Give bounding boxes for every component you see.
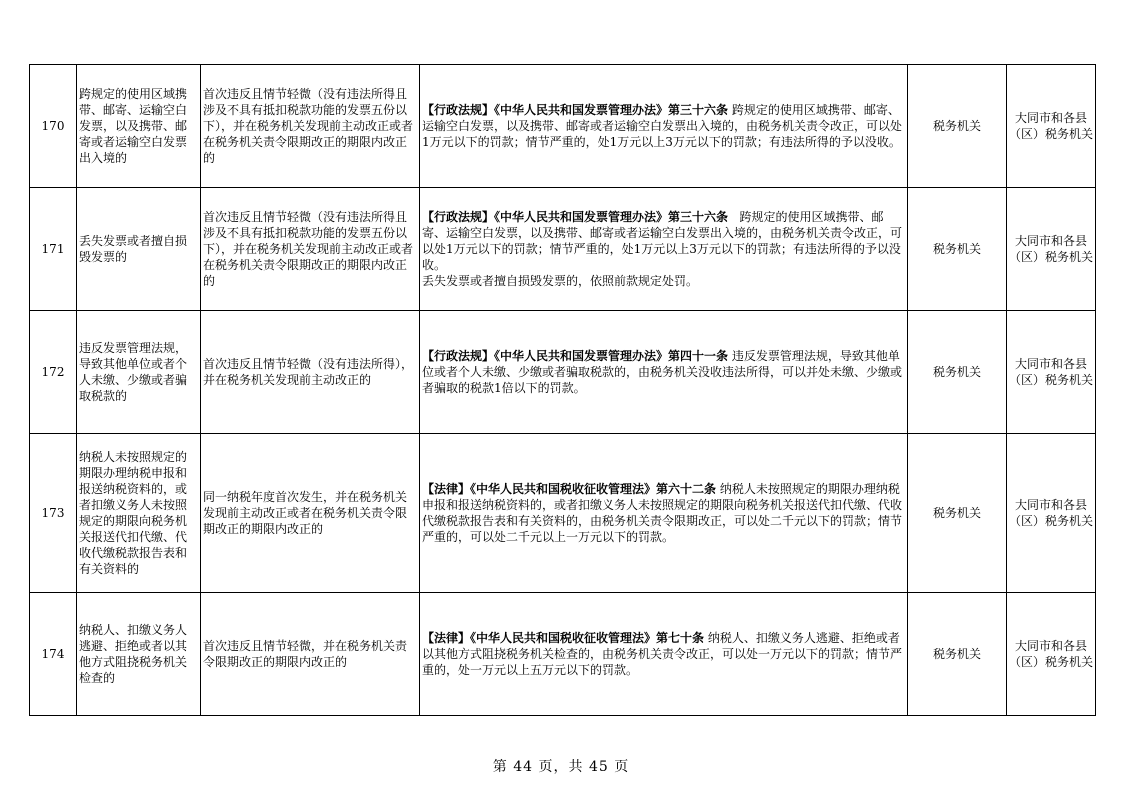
legal-basis-heading: 【行政法规】《中华人民共和国发票管理办法》第四十一条 (422, 349, 729, 363)
exemption-condition: 首次违反且情节轻微（没有违法所得且涉及不具有抵扣税款功能的发票五份以下），并在税务机关发现前主动改正或者在税务机关责令限期改正的期限内改正的 (201, 65, 420, 188)
row-number: 174 (30, 593, 77, 716)
row-number: 171 (30, 188, 77, 311)
enforcement-authority: 税务机关 (908, 188, 1007, 311)
executing-unit: 大同市和各县（区）税务机关 (1007, 311, 1096, 434)
legal-basis-text: 纳税人、扣缴义务人逃避、拒绝或者以其他方式阻挠税务机关检查的，由税务机关责令改正，可以处一万元以下的罚款；情节严重的，处一万元以上五万元以下的罚款。 (422, 631, 903, 677)
violation-item: 跨规定的使用区域携带、邮寄、运输空白发票，以及携带、邮寄或者运输空白发票出入境的 (77, 65, 201, 188)
enforcement-authority: 税务机关 (908, 593, 1007, 716)
penalty-exemption-table (29, 64, 1096, 716)
violation-item: 违反发票管理法规，导致其他单位或者个人未缴、少缴或者骗取税款的 (77, 311, 201, 434)
legal-basis-extra: 丢失发票或者擅自损毁发票的，依照前款规定处罚。 (422, 274, 699, 288)
executing-unit: 大同市和各县（区）税务机关 (1007, 434, 1096, 593)
table-body (30, 65, 1096, 716)
row-number: 170 (30, 65, 77, 188)
violation-item: 纳税人未按照规定的期限办理纳税申报和报送纳税资料的，或者扣缴义务人未按照规定的期限向税务机关报送代扣代缴、代收代缴税款报告表和有关资料的 (77, 434, 201, 593)
exemption-condition: 首次违反且情节轻微（没有违法所得且涉及不具有抵扣税款功能的发票五份以下），并在税务机关发现前主动改正或者在税务机关责令限期改正的期限内改正的 (201, 188, 420, 311)
legal-basis-heading: 【法律】《中华人民共和国税收征收管理法》第七十条 (422, 631, 705, 645)
legal-basis-heading: 【行政法规】《中华人民共和国发票管理办法》第三十六条 (422, 103, 729, 117)
legal-basis-text: 违反发票管理法规，导致其他单位或者个人未缴、少缴或者骗取税款的，由税务机关没收违法所得，可以并处未缴、少缴或者骗取的税款1倍以下的罚款。 (422, 349, 903, 395)
table-row (30, 434, 1096, 593)
enforcement-authority: 税务机关 (908, 311, 1007, 434)
table-row (30, 65, 1096, 188)
executing-unit: 大同市和各县（区）税务机关 (1007, 188, 1096, 311)
page-footer (0, 756, 1122, 776)
legal-basis-heading: 【法律】《中华人民共和国税收征收管理法》第六十二条 (422, 482, 717, 496)
legal-basis (420, 65, 908, 188)
exemption-condition: 首次违反且情节轻微，并在税务机关责令限期改正的期限内改正的 (201, 593, 420, 716)
executing-unit: 大同市和各县（区）税务机关 (1007, 65, 1096, 188)
exemption-condition: 首次违反且情节轻微（没有违法所得），并在税务机关发现前主动改正的 (201, 311, 420, 434)
legal-basis (420, 593, 908, 716)
legal-basis-text: 跨规定的使用区域携带、邮寄、运输空白发票，以及携带、邮寄或者运输空白发票出入境的，由税务机关责令改正，可以处1万元以下的罚款；情节严重的，处1万元以上3万元以下的罚款；有违法所得的予以没收。 (422, 210, 903, 272)
legal-basis (420, 188, 908, 311)
table-row (30, 188, 1096, 311)
row-number: 172 (30, 311, 77, 434)
row-number: 173 (30, 434, 77, 593)
enforcement-authority: 税务机关 (908, 65, 1007, 188)
exemption-condition: 同一纳税年度首次发生，并在税务机关发现前主动改正或者在税务机关责令限期改正的期限内改正的 (201, 434, 420, 593)
legal-basis-text: 纳税人未按照规定的期限办理纳税申报和报送纳税资料的，或者扣缴义务人未按照规定的期限向税务机关报送代扣代缴、代收代缴税款报告表和有关资料的，由税务机关责令限期改正，可以处二千元以下的罚款；情节严重的，可以处二千元以上一万元以下的罚款。 (422, 482, 903, 544)
table-row (30, 593, 1096, 716)
legal-basis (420, 434, 908, 593)
legal-basis-heading: 【行政法规】《中华人民共和国发票管理办法》第三十六条 (422, 210, 729, 224)
enforcement-authority: 税务机关 (908, 434, 1007, 593)
table-row (30, 311, 1096, 434)
violation-item: 丢失发票或者擅自损毁发票的 (77, 188, 201, 311)
violation-item: 纳税人、扣缴义务人逃避、拒绝或者以其他方式阻挠税务机关检查的 (77, 593, 201, 716)
executing-unit: 大同市和各县（区）税务机关 (1007, 593, 1096, 716)
legal-basis (420, 311, 908, 434)
legal-basis-text: 跨规定的使用区域携带、邮寄、运输空白发票，以及携带、邮寄或者运输空白发票出入境的，由税务机关责令改正，可以处1万元以下的罚款；情节严重的，处1万元以上3万元以下的罚款；有违法所得的予以没收。 (422, 103, 903, 149)
page-number: 第 44 页，共 45 页 (492, 759, 630, 775)
